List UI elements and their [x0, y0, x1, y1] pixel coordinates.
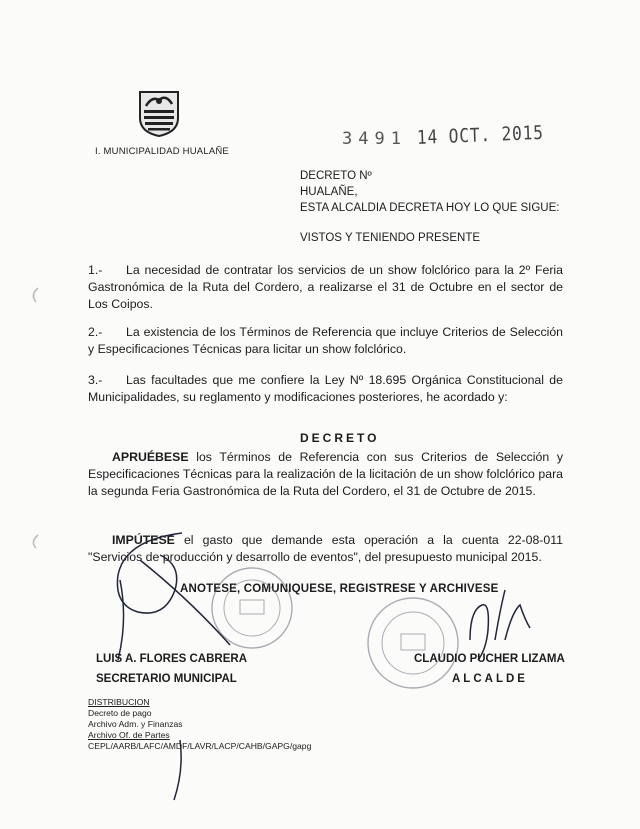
- stamp-number: 3491: [342, 129, 407, 149]
- distribution-line: CEPL/AARB/LAFC/AMDF/LAVR/LACP/CAHB/GAPG/gapg: [88, 741, 312, 751]
- resolution-text: el gasto que demande esta operación a la cuenta 22-08-011 "Servicios de producción y desarrollo de eventos", del presupuesto municipal 2015.: [88, 533, 563, 564]
- closing-formula: ANOTESE, COMUNIQUESE, REGISTRESE Y ARCHIVESE: [180, 583, 499, 595]
- mayor-title: ALCALDE: [452, 673, 528, 685]
- resolution-lead: IMPÚTESE: [112, 533, 175, 547]
- distribution-block: [88, 697, 311, 752]
- stamp-date: 14 OCT. 2015: [416, 121, 545, 149]
- distribution-line: Archivo Of. de Partes: [88, 730, 170, 740]
- secretary-title: SECRETARIO MUNICIPAL: [96, 673, 237, 685]
- mayor-name: CLAUDIO PUCHER LIZAMA: [414, 653, 565, 665]
- distribution-heading: DISTRIBUCION: [88, 697, 150, 707]
- consideration-number: 2.-: [88, 325, 103, 339]
- vistos-heading: VISTOS Y TENIENDO PRESENTE: [300, 232, 481, 244]
- secretary-name: LUIS A. FLORES CABRERA: [96, 653, 247, 665]
- distribution-line: Archivo Adm. y Finanzas: [88, 719, 183, 729]
- consideration-number: 3.-: [88, 373, 103, 387]
- mayor-seal: [368, 598, 458, 688]
- resolution-lead: APRUÉBESE: [112, 450, 189, 464]
- distribution-line: Decreto de pago: [88, 708, 152, 718]
- consideration-text: La existencia de los Términos de Referencia que incluye Criterios de Selección y Especificaciones Técnicas para licitar un show folclórico.: [88, 325, 563, 356]
- decree-intro: ESTA ALCALDIA DECRETA HOY LO QUE SIGUE:: [300, 202, 560, 214]
- secretary-seal: [212, 568, 292, 648]
- decree-number-label: DECRETO Nº: [300, 170, 372, 182]
- resolution-text: los Términos de Referencia con sus Criterios de Selección y Especificaciones Técnicas para la realización de la licitación de un show folclórico para la segunda Feria Gastronómica de la Ruta del Cordero, el 31 de Octubre de 2015.: [88, 450, 563, 498]
- consideration-text: Las facultades que me confiere la Ley Nº 18.695 Orgánica Constitucional de Municipalidades, su reglamento y modificaciones posteriores, he acordado y:: [88, 373, 563, 404]
- municipality-name: I. MUNICIPALIDAD HUALAÑE: [95, 146, 229, 157]
- hole-punch-marks: [33, 288, 38, 548]
- consideration-text: La necesidad de contratar los servicios de un show folclórico para la 2º Feria Gastronómica de la Ruta del Cordero, a realizarse el 31 de Octubre en el sector de Los Coipos.: [88, 263, 563, 311]
- decreto-heading: DECRETO: [300, 431, 380, 445]
- decree-place: HUALAÑE,: [300, 186, 358, 198]
- consideration-number: 1.-: [88, 263, 103, 277]
